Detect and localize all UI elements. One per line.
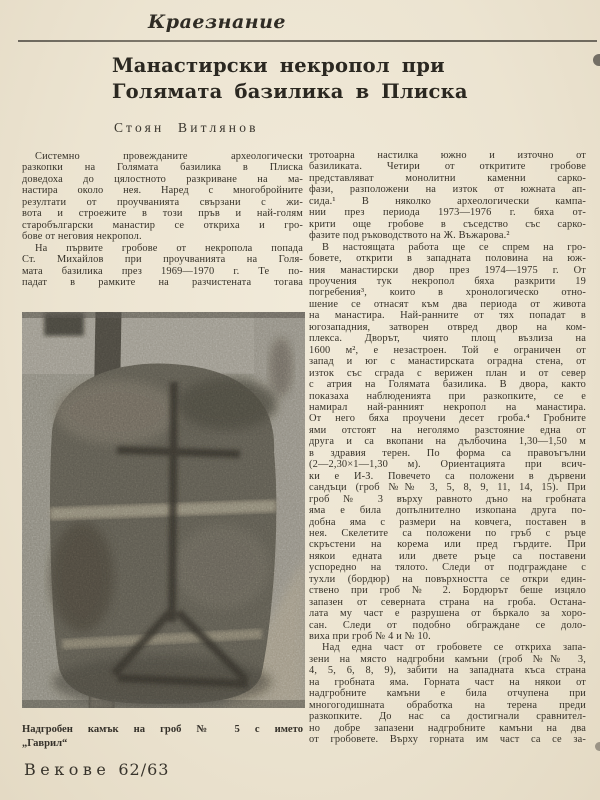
text-line: в здравия терен. По форма са правоъгълни	[309, 447, 586, 459]
text-line: базиликата. Четири от откритите гробове	[309, 161, 586, 173]
text-line: 4, 5, 6, 8, 9), забити на западната къса страна	[309, 665, 586, 677]
text-line: На първите гробове от некропола попада	[35, 242, 303, 254]
text-line: тротоарна настилка южно и източно от	[309, 150, 586, 161]
text-line: старобългарски манастир се откриха и гро-	[22, 219, 303, 231]
text-line: изток със сграда с верижен план и от север	[309, 367, 586, 379]
text-line: многогодишната обработка на терена преди	[309, 699, 586, 711]
text-line: разкопките. До нас са достигнали сравнител-	[309, 711, 586, 723]
title-line-2: Голямата базилика в Плиска	[112, 79, 468, 103]
text-line: бовете, открити в западната половина на юж-	[309, 253, 586, 265]
caption-line-2: „Гаврил“	[22, 737, 68, 749]
text-line: фазите под ръководството на Ж. Въжарова.²	[309, 230, 510, 242]
text-line: мата базилика през 1969—1970 г. Те по-	[22, 265, 303, 277]
issue-number: 62/63	[118, 760, 170, 779]
text-line: Ст. Михайлов при проучванията на Голя-	[22, 254, 303, 266]
text-line: ки е И-З. Повечето са положени в дървени	[309, 470, 586, 482]
text-line: В настоящата работа ще се спрем на гро-	[322, 241, 586, 253]
text-line: на гробната яма. Горната част на някои от	[309, 676, 586, 688]
text-line: тухли (бордюр) на повърхността се откри един-	[309, 573, 586, 585]
text-line: плекса. Дворът, чиято площ възлиза на	[309, 333, 586, 345]
text-line: добна яма с размери на ковчега, поставен в	[309, 516, 586, 528]
text-line: вота и строежите в този пръв и най-голям	[22, 208, 303, 220]
caption-line-1: Надгробен камък на гроб № 5 с името	[22, 724, 303, 735]
journal-name: Векове	[24, 760, 111, 779]
text-line: гроб № 3 върху равното дъно на гробната	[309, 493, 586, 505]
text-line: скръстени на корема или пред гърдите. При	[309, 539, 586, 551]
text-line: надгробните камъни е била отчупена при	[309, 688, 586, 700]
text-line: От него бяха проучени десет гроба.⁴ Гробните	[309, 413, 586, 425]
text-line: намирал най-ранният некропол на манастира.	[309, 401, 586, 413]
right-text-column	[309, 150, 586, 746]
title-line-1: Манастирски некропол при	[112, 54, 445, 77]
scan-artifact-top	[593, 54, 600, 66]
text-line: яма е била допълнително изкопана друга по-	[309, 505, 586, 517]
text-line: 1600 м², е незастроен. Той е ограничен от	[309, 344, 586, 356]
section-label: Краезнание	[148, 11, 287, 33]
text-line: фази, разположени на изток от южната ап-	[309, 184, 586, 196]
gravestone-photo-art	[22, 312, 305, 708]
text-line: друга и са вкопани на дълбочина 1,30—1,50 м	[309, 436, 586, 448]
text-line: запад и юг с манастирската оградна стена, от	[309, 356, 586, 368]
left-text-column	[22, 151, 303, 288]
text-line: сандъци (гроб №№ 3, 5, 8, 9, 11, 14, 15). При	[309, 482, 586, 494]
text-line: представляват монолитни каменни сарко-	[309, 172, 586, 184]
text-line: ствено при гроб № 2. Бордюрът беше изцяло	[309, 585, 586, 597]
text-line: падат в рамките на разчистената тогава	[22, 276, 303, 288]
text-line: бове от неговия некропол.	[22, 231, 142, 243]
text-line: югозападния, затворен отвред двор на ком-	[309, 321, 586, 333]
text-line: на манастира. Най-ранните от тях попадат в	[309, 310, 586, 322]
text-line: крити още гробове в съседство със сарко-	[309, 218, 586, 230]
text-line: шение се отнасят към два периода от живота	[309, 298, 586, 310]
text-line: от гробовете. Върху горната им част са се за-	[309, 734, 586, 746]
text-line: но добре запазени надгробните камъни на два	[309, 722, 586, 734]
text-line: (2—2,30×1—1,30 м). Ориентацията при всич-	[309, 459, 586, 471]
text-line: погребения³, които в хронологическо отно-	[309, 287, 586, 299]
text-line: проучения тук некропол бяха разкрити 19	[309, 275, 586, 287]
gravestone-photo	[22, 312, 305, 708]
text-line: Системно провежданите археологически	[35, 151, 303, 162]
text-line: нея. Скелетите са положени по гръб с ръце	[309, 527, 586, 539]
text-line: нии през периода 1973—1976 г. бяха от-	[309, 207, 586, 219]
text-line: с атрия на Голямата базилика. В двора, както	[309, 379, 586, 391]
figure-caption	[22, 723, 303, 750]
text-line: лата му част е разрушена от бъркало за хоро-	[309, 608, 586, 620]
text-line: успоредно на тялото. Следи от подграждане с	[309, 562, 586, 574]
journal-footer	[24, 760, 169, 779]
scan-artifact-bottom	[595, 742, 600, 751]
text-line: резултати от проучванията свързани с жи-	[22, 196, 303, 208]
text-line: сан. Следи от подобно обграждане се доло-	[309, 619, 586, 631]
text-line: ями отстоят на неголямо разстояние една от	[309, 424, 586, 436]
text-line: показаха наблюденията при разкопките, се е	[309, 390, 586, 402]
text-line: сида.¹ В няколко археологически кампа-	[309, 195, 586, 207]
text-line: ния манастирски двор през 1974—1975 г. От	[309, 264, 586, 276]
text-line: зени на място надгробни камъни (гроб №№ 3,	[309, 653, 586, 665]
text-line: запазен от северната страна на гроба. Остана-	[309, 596, 586, 608]
text-line: настира около нея. Наред с многобройните	[22, 185, 303, 197]
text-line: разкопки на Голямата базилика в Плиска	[22, 162, 303, 174]
header-rule-divider	[18, 40, 597, 42]
text-line: доведоха до цялостното разкриване на ма-	[22, 173, 303, 185]
text-line: Над една част от гробовете се откриха запа-	[322, 642, 586, 654]
author-name: Стоян Витлянов	[114, 120, 259, 135]
text-line: виха при гроб № 4 и № 10.	[309, 631, 431, 643]
article-title	[112, 53, 532, 104]
text-line: някои едната или двете ръце са поставени	[309, 550, 586, 562]
